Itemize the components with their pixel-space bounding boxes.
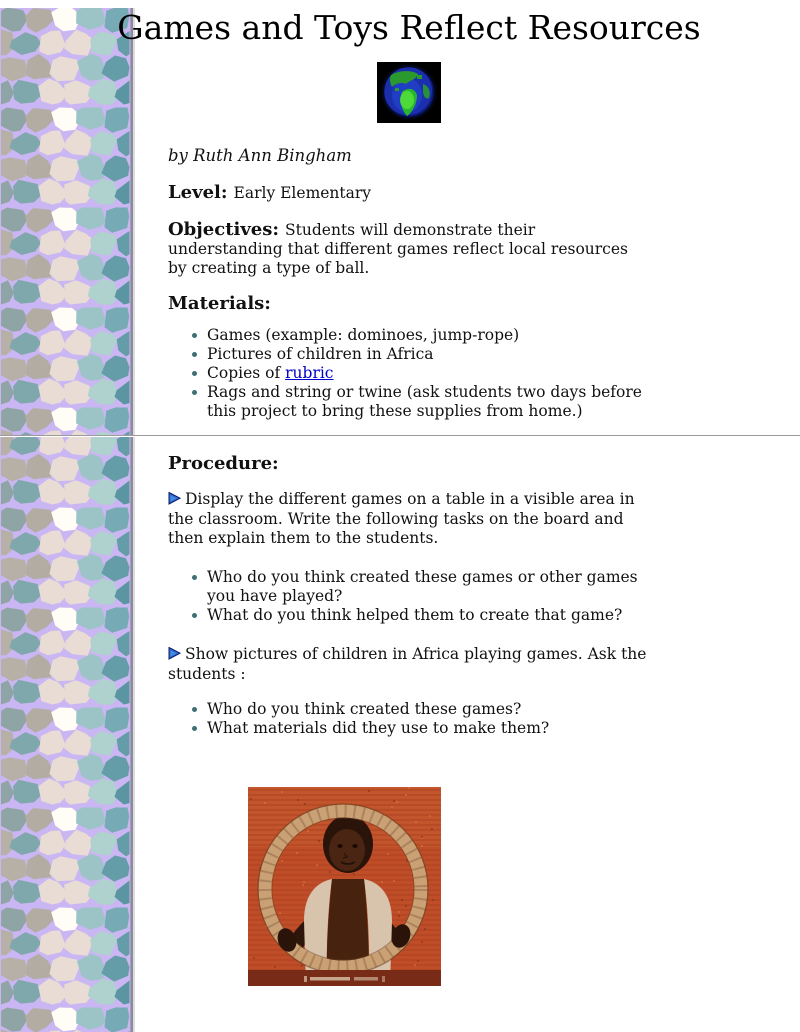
objectives-text: Students will demonstrate their understanding that different games reflect local resources by creating a type of ball. (168, 221, 628, 277)
procedure-label: Procedure: (168, 454, 650, 473)
step-1-questions (168, 568, 650, 625)
level-row (168, 183, 650, 203)
list-item: Who do you think created these games? (168, 700, 650, 719)
page-title: Games and Toys Reflect Resources (18, 8, 800, 47)
child-with-hoop-photo (248, 787, 441, 986)
level-label: Level: (168, 182, 228, 203)
section-divider (0, 435, 800, 437)
lesson-page (0, 8, 800, 986)
byline: by Ruth Ann Bingham (168, 146, 650, 165)
list-item-copies (168, 364, 650, 383)
globe-image-wrap (18, 62, 800, 123)
step-2-text: Show pictures of children in Africa playing games. Ask the students : (168, 645, 646, 683)
page-header (0, 8, 800, 123)
objectives-row (168, 220, 650, 278)
procedure-step-2 (168, 645, 650, 684)
list-item: What do you think helped them to create that game? (168, 606, 650, 625)
materials-label: Materials: (168, 294, 650, 313)
rubric-link[interactable]: rubric (285, 364, 333, 382)
step-2-questions (168, 700, 650, 738)
copies-prefix: Copies of (207, 364, 285, 382)
list-item: Rags and string or twine (ask students two days before this project to bring these supplies from home.) (168, 383, 650, 421)
level-value: Early Elementary (234, 184, 372, 202)
list-item: Pictures of children in Africa (168, 345, 650, 364)
arrow-bullet-icon (168, 491, 181, 510)
list-item: Who do you think created these games or other games you have played? (168, 568, 650, 606)
list-item: Games (example: dominoes, jump-rope) (168, 326, 650, 345)
arrow-bullet-icon (168, 646, 181, 665)
photo-wrap (248, 787, 650, 986)
objectives-label: Objectives: (168, 219, 279, 240)
materials-list (168, 326, 650, 421)
step-1-text: Display the different games on a table in a visible area in the classroom. Write the following tasks on the board and then explain them to the students. (168, 490, 635, 547)
globe-icon (377, 62, 441, 123)
procedure-step-1 (168, 490, 650, 548)
lesson-body (168, 146, 650, 421)
procedure-section (168, 454, 650, 986)
list-item: What materials did they use to make them? (168, 719, 650, 738)
